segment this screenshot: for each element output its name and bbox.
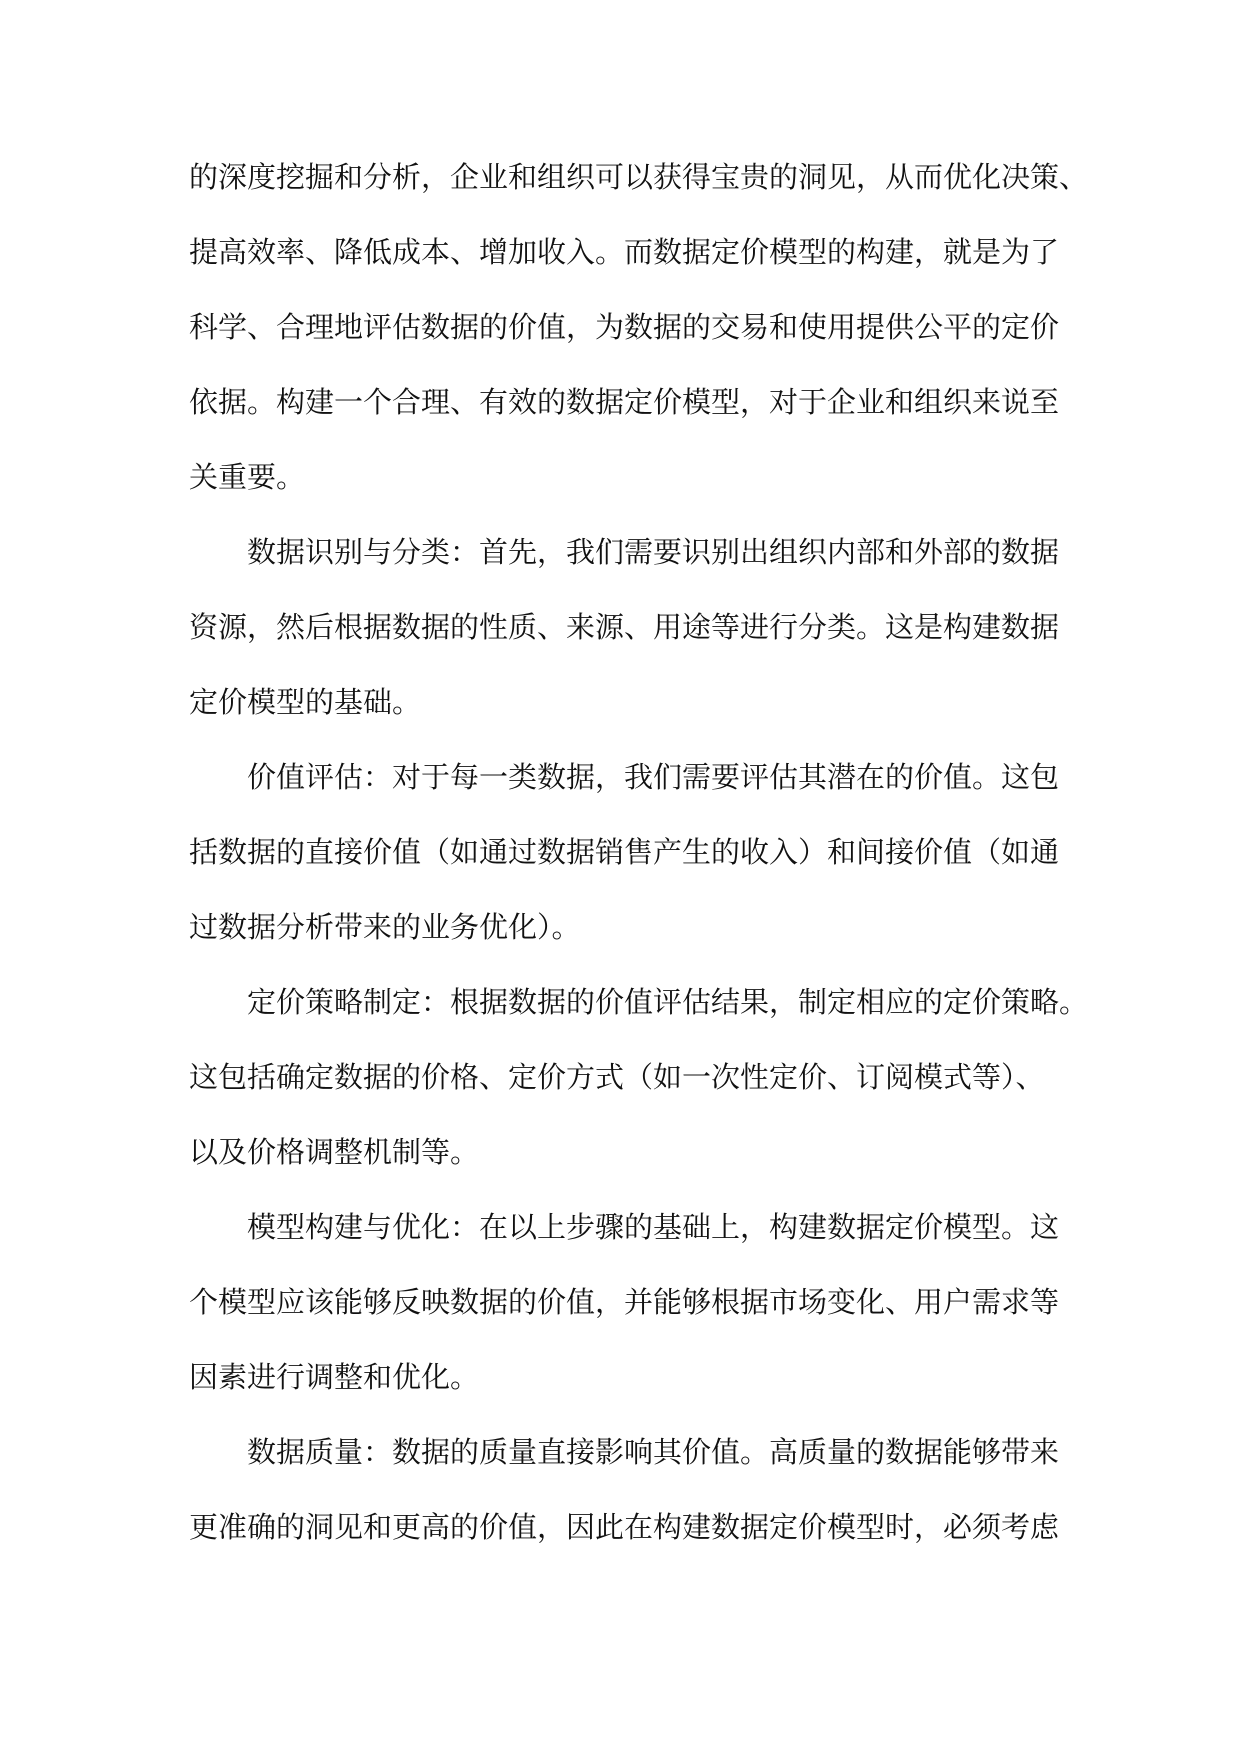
text-line: 提高效率、降低成本、增加收入。而数据定价模型的构建，就是为了 (189, 235, 1060, 269)
text-line: 数据质量：数据的质量直接影响其价值。高质量的数据能够带来 (247, 1435, 1060, 1469)
document-body (189, 140, 1089, 1565)
text-line: 这包括确定数据的价格、定价方式（如一次性定价、订阅模式等）、 (189, 1060, 1045, 1094)
text-line: 模型构建与优化：在以上步骤的基础上，构建数据定价模型。这 (247, 1210, 1060, 1244)
paragraph-pricing-strategy (189, 965, 1089, 1190)
paragraph-data-identification (189, 515, 1060, 740)
text-line: 括数据的直接价值（如通过数据销售产生的收入）和间接价值（如通 (189, 835, 1060, 869)
text-line: 以及价格调整机制等。 (189, 1135, 480, 1169)
paragraph-value-assessment (189, 740, 1060, 965)
text-line: 定价策略制定：根据数据的价值评估结果，制定相应的定价策略。 (247, 985, 1089, 1019)
text-line: 个模型应该能够反映数据的价值，并能够根据市场变化、用户需求等 (189, 1285, 1060, 1319)
text-line: 科学、合理地评估数据的价值，为数据的交易和使用提供公平的定价 (189, 310, 1060, 344)
text-line: 的深度挖掘和分析，企业和组织可以获得宝贵的洞见，从而优化决策、 (189, 160, 1089, 194)
text-line: 过数据分析带来的业务优化）。 (189, 910, 581, 944)
paragraph-model-building (189, 1190, 1060, 1415)
text-line: 数据识别与分类：首先，我们需要识别出组织内部和外部的数据 (247, 535, 1060, 569)
text-line: 依据。构建一个合理、有效的数据定价模型，对于企业和组织来说至 (189, 385, 1060, 419)
text-line: 更准确的洞见和更高的价值，因此在构建数据定价模型时，必须考虑 (189, 1510, 1060, 1544)
text-line: 关重要。 (189, 460, 306, 494)
text-line: 因素进行调整和优化。 (189, 1360, 480, 1394)
paragraph-intro-continued (189, 140, 1089, 515)
text-line: 资源，然后根据数据的性质、来源、用途等进行分类。这是构建数据 (189, 610, 1060, 644)
text-line: 定价模型的基础。 (189, 685, 422, 719)
paragraph-data-quality (189, 1415, 1060, 1565)
text-line: 价值评估：对于每一类数据，我们需要评估其潜在的价值。这包 (247, 760, 1060, 794)
